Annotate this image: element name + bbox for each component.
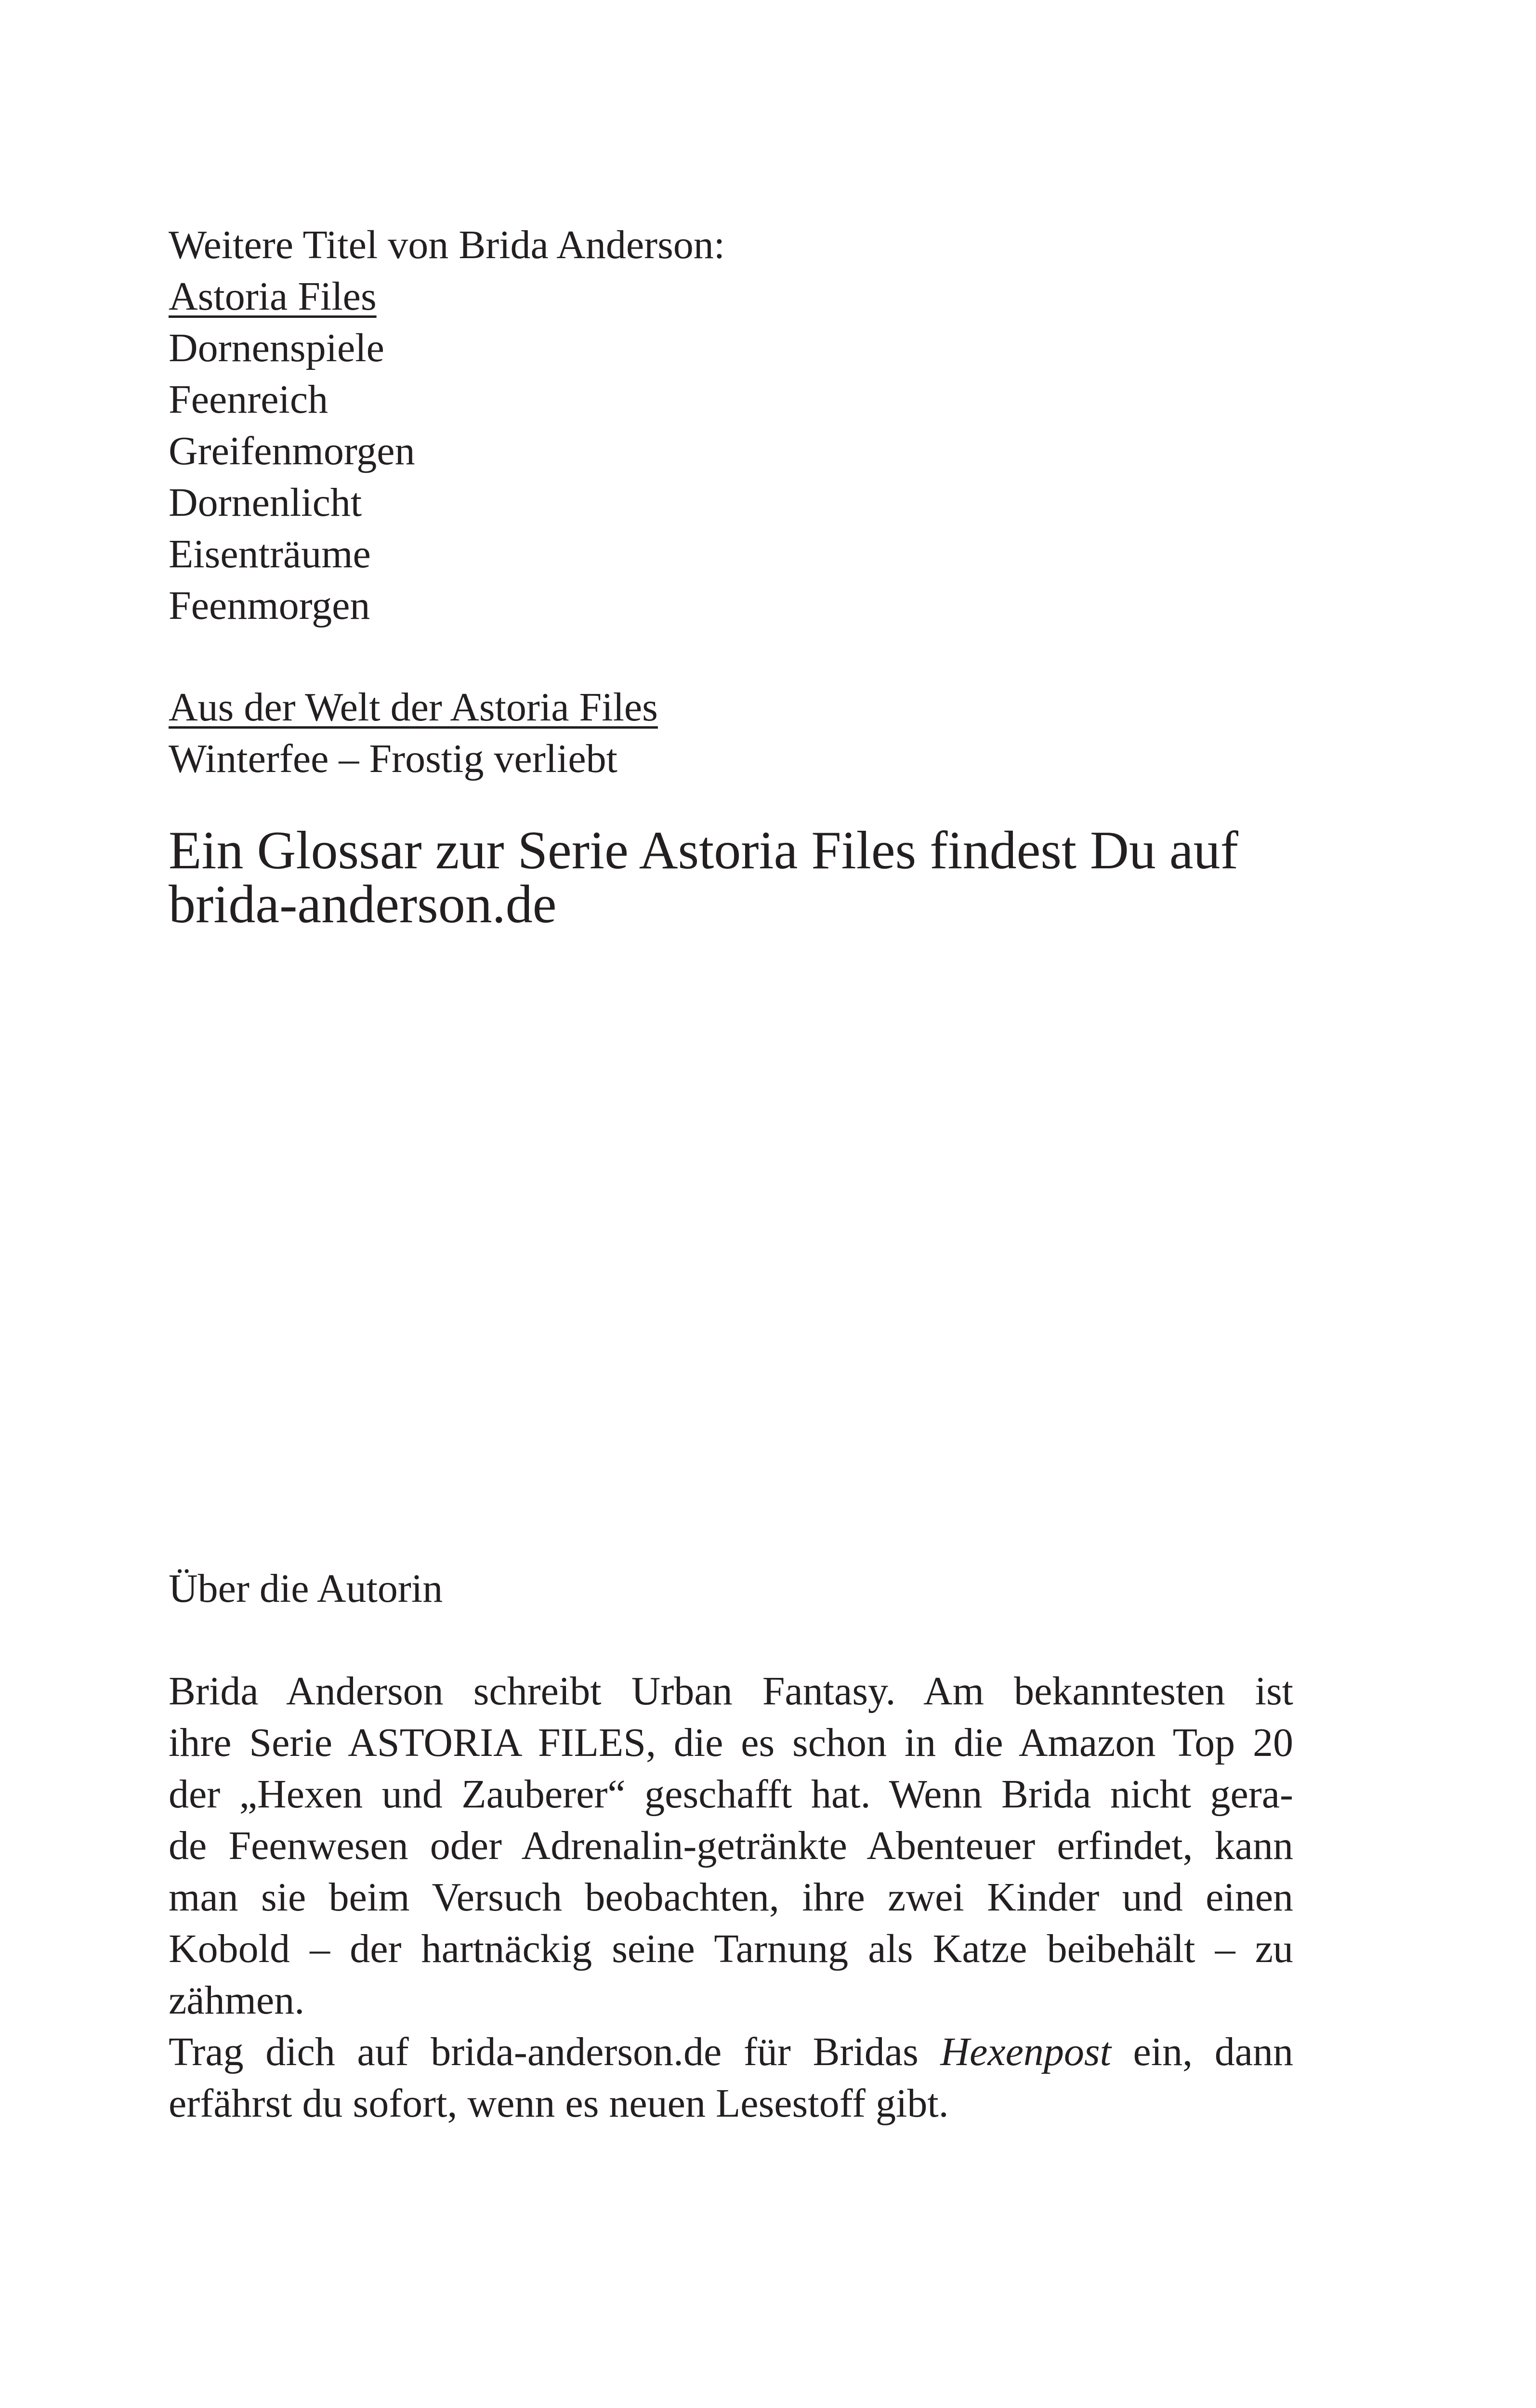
- bio-line: der „Hexen und Zauberer“ geschafft hat. Wenn Brida nicht gera-: [169, 1772, 1293, 1817]
- bio-line: man sie beim Versuch beobachten, ihre zwei Kinder und einen: [169, 1875, 1293, 1920]
- glossary-note: [169, 821, 1293, 934]
- book-title: Dornenspiele: [169, 326, 384, 370]
- book-title: Feenreich: [169, 377, 328, 422]
- world-titles-list: [169, 681, 1293, 785]
- book-title: Eisenträume: [169, 532, 371, 576]
- bio-line: de Feenwesen oder Adrenalin-getränkte Abenteuer erfindet, kann: [169, 1823, 1293, 1868]
- bio-line: Brida Anderson schreibt Urban Fantasy. Am bekanntesten ist: [169, 1669, 1293, 1714]
- newsletter-text: Trag dich auf brida-anderson.de für Bridas: [169, 2029, 941, 2074]
- other-titles-list: [169, 219, 1293, 631]
- glossary-line: Ein Glossar zur Serie Astoria Files findest Du auf: [169, 821, 1238, 880]
- bio-line: ihre Serie ASTORIA FILES, die es schon in die Amazon Top 20: [169, 1720, 1293, 1765]
- book-title: Dornenlicht: [169, 480, 362, 525]
- about-author-heading-block: [169, 1563, 1293, 1614]
- newsletter-text: ein, dann: [1111, 2029, 1294, 2074]
- book-title: Greifenmorgen: [169, 429, 415, 473]
- book-title: Feenmorgen: [169, 583, 370, 628]
- newsletter-line: erfährst du sofort, wenn es neuen Lesestoff gibt.: [169, 2081, 949, 2126]
- newsletter-line: [169, 2026, 1293, 2078]
- world-heading: Aus der Welt der Astoria Files: [169, 685, 658, 730]
- author-bio: [169, 1665, 1293, 2129]
- bio-line: Kobold – der hartnäckig seine Tarnung als Katze beibehält – zu: [169, 1926, 1293, 1971]
- series-name: Astoria Files: [169, 274, 377, 319]
- other-titles-heading: Weitere Titel von Brida Anderson:: [169, 222, 725, 267]
- glossary-url: brida-anderson.de: [169, 875, 557, 934]
- book-title: Winterfee – Frostig verliebt: [169, 736, 617, 781]
- newsletter-name: Hexenpost: [940, 2029, 1111, 2074]
- bio-line: zähmen.: [169, 1978, 305, 2023]
- about-author-heading: Über die Autorin: [169, 1566, 443, 1611]
